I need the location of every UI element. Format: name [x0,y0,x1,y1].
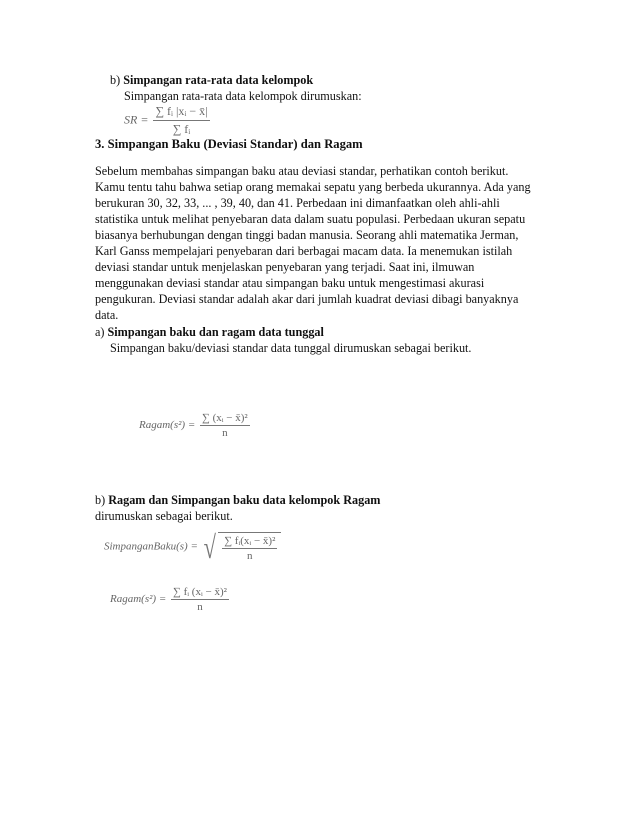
section-b1-intro: Simpangan rata-rata data kelompok dirumuskan: [124,89,362,103]
formula-ragam1-lhs: Ragam(s²) = [139,419,196,432]
paragraph-line: Karl Ganss mempelajari penyebaran dari berbagai macam data. Ia menemukan istilah [95,244,513,258]
formula-sr-lhs: SR = [124,112,149,127]
paragraph-line: statistika untuk melihat penyebaran data dalam suatu populasi. Perbedaan ukuran sepatu [95,212,526,226]
section-b2-title: Ragam dan Simpangan baku data kelompok Ragam [108,493,381,507]
paragraph-line: data. [95,308,119,322]
section-b1-title: Simpangan rata-rata data kelompok [123,73,314,87]
paragraph-line: pengukuran. Deviasi standar adalah akar dari jumlah kuadrat deviasi dibagi banyaknya [95,292,519,306]
paragraph-line: Sebelum membahas simpangan baku atau deviasi standar, perhatikan contoh berikut. [95,164,509,178]
formula-ragam-tunggal [139,412,252,439]
sqrt-icon: √ [203,529,216,565]
formula-baku-denominator: n [247,550,253,562]
section-b1-heading [110,73,313,88]
formula-ragam2-lhs: Ragam(s²) = [110,593,167,606]
section-b2-heading [95,493,380,508]
section-b2-marker: b) [95,493,106,507]
section-b1-marker: b) [110,73,121,87]
paragraph-line: berukuran 30, 32, 33, ... , 39, 40, dan 41. Perbedaan ini dimanfaatkan oleh ahli-ahli [95,196,500,210]
formula-baku-lhs: SimpanganBaku(s) = [104,540,198,553]
formula-simpangan-baku-kelompok [104,529,281,565]
formula-ragam1-numerator: ∑ (xᵢ − x̄)² [202,412,248,424]
section-a-title: Simpangan baku dan ragam data tunggal [107,325,324,339]
paragraph-line: menggunakan deviasi standar atau simpangan baku untuk mengestimasi akurasi [95,276,485,290]
formula-ragam1-denominator: n [222,427,228,439]
section-a-heading [95,325,324,340]
formula-baku-numerator: ∑ fᵢ(xᵢ − x̄)² [224,535,276,547]
formula-ragam-kelompok [110,586,231,613]
formula-simpangan-rata-rata [124,104,212,137]
formula-ragam2-numerator: ∑ fᵢ (xᵢ − x̄)² [173,586,227,598]
paragraph-line: Kamu tentu tahu bahwa setiap orang memakai sepatu yang berbeda ukurannya. Ada yang [95,180,531,194]
section-a-marker: a) [95,325,105,339]
formula-ragam2-denominator: n [197,601,203,613]
section-b2-intro: dirumuskan sebagai berikut. [95,509,233,523]
paragraph-line: biasanya berhubungan dengan tinggi badan manusia. Seorang ahli matematika Jerman, [95,228,519,242]
section-a-intro: Simpangan baku/deviasi standar data tunggal dirumuskan sebagai berikut. [110,341,472,355]
section-3-heading: 3. Simpangan Baku (Deviasi Standar) dan Ragam [95,137,363,151]
paragraph-line: deviasi standar untuk menjelaskan penyebaran yang terjadi. Saat ini, ilmuwan [95,260,475,274]
formula-sr-denominator: ∑ fᵢ [172,122,191,136]
formula-sr-numerator: ∑ fᵢ |xᵢ − x̄| [153,104,209,121]
